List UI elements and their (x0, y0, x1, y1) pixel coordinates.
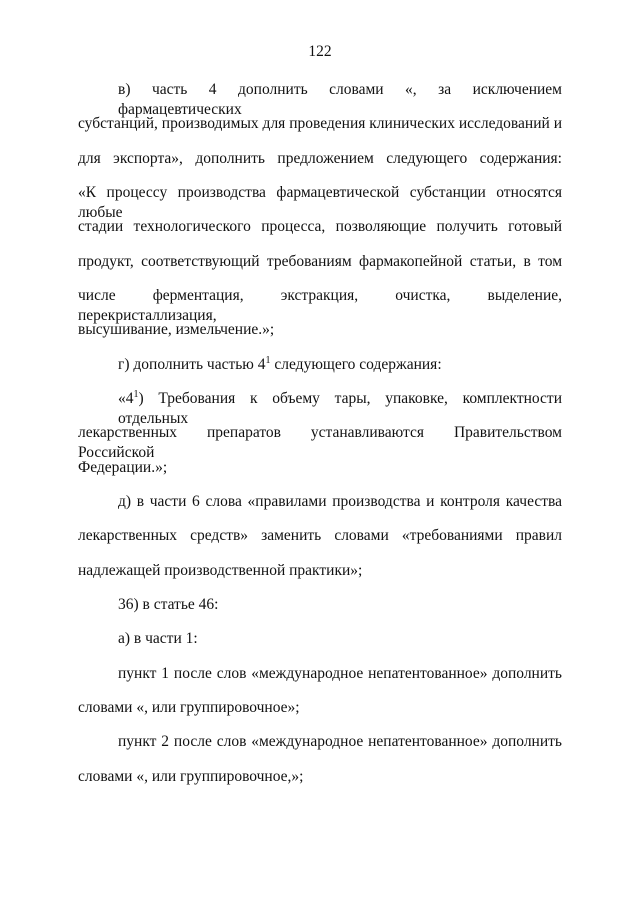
paragraph-d-line-2: лекарственных средств» заменить словами «требованиями правил (78, 527, 562, 544)
paragraph-v-line-5: стадии технологического процесса, позволяющие получить готовый (78, 218, 562, 235)
paragraph-g-line-1 (118, 355, 562, 375)
paragraph-v-line-8: высушивание, измельчение.»; (78, 321, 275, 338)
paragraph-item-2-line-2: словами «, или группировочное,»; (78, 768, 304, 785)
paragraph-v-line-7: числе ферментация, экстракция, очистка, выделение, перекристаллизация, (78, 287, 562, 324)
paragraph-g-text-post: следующего содержания: (270, 356, 442, 373)
superscript-one: 1 (265, 354, 271, 366)
paragraph-v-line-4: «К процессу производства фармацевтической субстанции относятся любые (78, 184, 562, 221)
paragraph-v-line-2: субстанций, производимых для проведения клинических исследований и (78, 115, 562, 132)
page-number: 122 (308, 43, 332, 60)
paragraph-4-1-line-3: Федерации.»; (78, 459, 168, 476)
paragraph-item-1-line-2: словами «, или группировочное»; (78, 699, 300, 716)
paragraph-v-line-3: для экспорта», дополнить предложением следующего содержания: (78, 150, 562, 167)
paragraph-4-1-text-pre: «4 (118, 390, 134, 407)
paragraph-item-1-line-1: пункт 1 после слов «международное непатентованное» дополнить (118, 665, 562, 682)
paragraph-d-line-1: д) в части 6 слова «правилами производства и контроля качества (118, 493, 562, 510)
paragraph-36-line-1: 36) в статье 46: (118, 596, 219, 613)
paragraph-4-1-line-2: лекарственных препаратов устанавливаются Правительством Российской (78, 424, 562, 461)
superscript-one: 1 (133, 388, 139, 400)
paragraph-4-1-text-post: ) Требования к объему тары, упаковке, комплектности отдельных (118, 390, 562, 427)
paragraph-a-line-1: а) в части 1: (118, 630, 198, 647)
paragraph-v-line-6: продукт, соответствующий требованиям фармакопейной статьи, в том (78, 253, 562, 270)
paragraph-d-line-3: надлежащей производственной практики»; (78, 562, 363, 579)
paragraph-g-text-pre: г) дополнить частью 4 (118, 356, 266, 373)
paragraph-v-line-1: в) часть 4 дополнить словами «, за исключением фармацевтических (118, 81, 562, 118)
paragraph-item-2-line-1: пункт 2 после слов «международное непатентованное» дополнить (118, 733, 562, 750)
